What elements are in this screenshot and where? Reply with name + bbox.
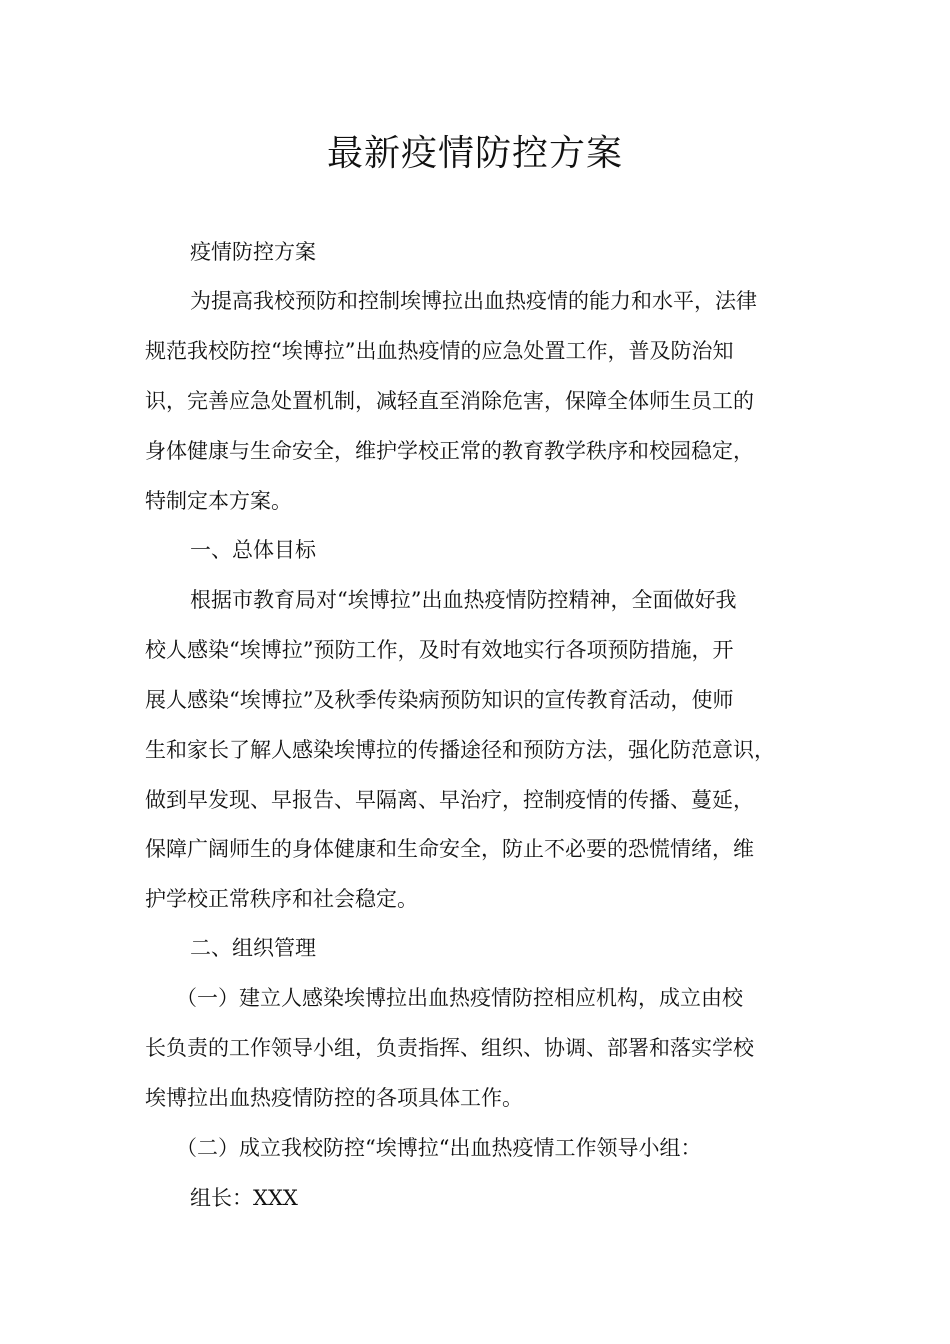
paragraph-line: 身体健康与生命安全，维护学校正常的教育教学秩序和校园稳定， xyxy=(145,439,754,463)
paragraph-line: 根据市教育局对“埃博拉”出血热疫情防控精神，全面做好我 xyxy=(190,588,737,612)
paragraph-line: 规范我校防控“埃博拉”出血热疫情的应急处置工作，普及防治知 xyxy=(145,339,734,363)
section-heading: 疫情防控方案 xyxy=(190,240,316,264)
paragraph-line: 校人感染“埃博拉”预防工作，及时有效地实行各项预防措施，开 xyxy=(145,638,734,662)
paragraph-line: （二）成立我校防控“埃博拉“出血热疫情工作领导小组： xyxy=(176,1136,702,1160)
paragraph-line: 长负责的工作领导小组，负责指挥、组织、协调、部署和落实学校 xyxy=(145,1036,754,1060)
paragraph-line: 展人感染“埃博拉”及秋季传染病预防知识的宣传教育活动，使师 xyxy=(145,688,734,712)
document-title: 最新疫情防控方案 xyxy=(326,133,623,174)
section-heading: 二、组织管理 xyxy=(190,936,316,960)
paragraph-line: 生和家长了解人感染埃博拉的传播途径和预防方法，强化防范意识， xyxy=(145,738,775,762)
paragraph-line: 保障广阔师生的身体健康和生命安全，防止不必要的恐慌情绪，维 xyxy=(145,837,754,861)
paragraph-line: （一）建立人感染埃博拉出血热疫情防控相应机构，成立由校 xyxy=(176,986,743,1010)
paragraph-line: 识，完善应急处置机制，减轻直至消除危害，保障全体师生员工的 xyxy=(145,389,754,413)
paragraph-line: 组长：XXX xyxy=(190,1186,298,1210)
paragraph-line: 做到早发现、早报告、早隔离、早治疗，控制疫情的传播、蔓延， xyxy=(145,788,754,812)
paragraph-line: 特制定本方案。 xyxy=(145,489,292,513)
section-heading: 一、总体目标 xyxy=(190,538,316,562)
paragraph-line: 埃博拉出血热疫情防控的各项具体工作。 xyxy=(145,1086,523,1110)
paragraph-line: 为提高我校预防和控制埃博拉出血热疫情的能力和水平，法律 xyxy=(190,289,757,313)
paragraph-line: 护学校正常秩序和社会稳定。 xyxy=(145,887,418,911)
